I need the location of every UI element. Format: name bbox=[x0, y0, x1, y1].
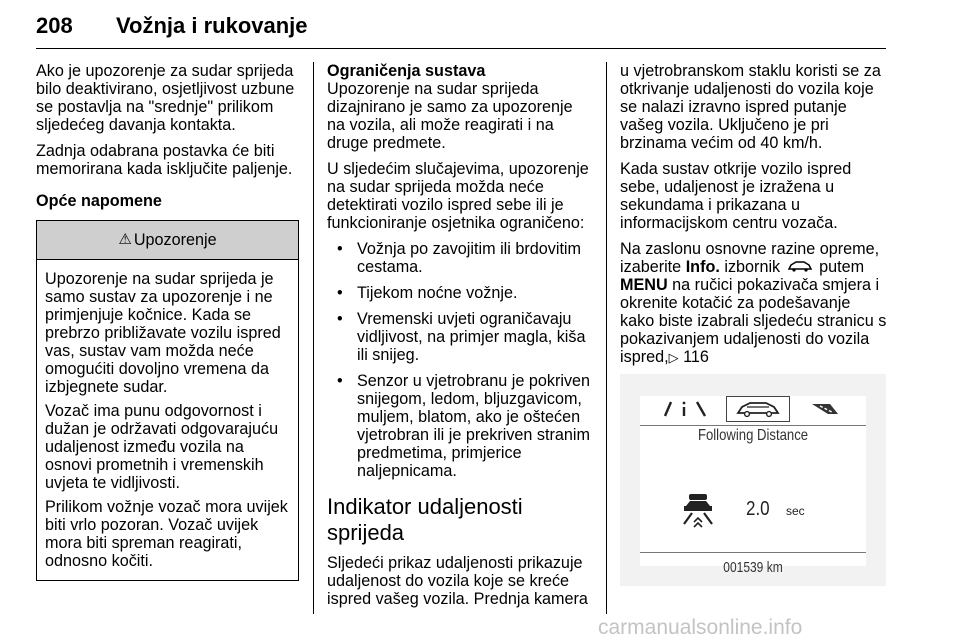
screen-divider bbox=[640, 425, 866, 426]
page-number: 208 bbox=[36, 13, 73, 38]
page-reference: 116 bbox=[678, 348, 709, 366]
lane-icon bbox=[646, 396, 726, 422]
following-distance-icon bbox=[678, 492, 718, 535]
car-icon bbox=[785, 258, 815, 276]
watermark: carmanualsonline.info bbox=[598, 616, 803, 639]
running-title: Vožnja i rukovanje bbox=[116, 13, 308, 38]
warning-header bbox=[37, 221, 298, 260]
car-tab-icon bbox=[726, 396, 790, 422]
column-2 bbox=[327, 62, 595, 616]
paragraph: Ako je upozorenje za sudar sprijeda bilo deaktivirano, osjetljivost uzbune se postavlja na "srednje" prilikom sljedećeg davanja kontakta. bbox=[36, 62, 295, 134]
reference-arrow-icon: ▷ bbox=[668, 350, 679, 365]
warning-box bbox=[36, 220, 299, 581]
list-item: • Tijekom noćne vožnje. bbox=[327, 284, 595, 302]
column-1 bbox=[36, 62, 299, 581]
text: putem bbox=[814, 258, 865, 276]
menu-button-label: MENU bbox=[620, 276, 668, 294]
paragraph: Upozorenje na sudar sprijeda dizajnirano je samo za upozorenje na vozila, ali može reagirati i na druge predmete. bbox=[327, 80, 573, 152]
warning-icon: ⚠ bbox=[118, 231, 132, 248]
road-icon bbox=[790, 396, 860, 422]
info-menu-label: Info. bbox=[685, 258, 720, 276]
list-item: • Vremenski uvjeti ograničavaju vidljivost, na primjer magla, kiša ili snijeg. bbox=[327, 310, 595, 364]
header-rule bbox=[36, 48, 886, 49]
bullet-list bbox=[327, 240, 595, 480]
warning-title: Upozorenje bbox=[133, 231, 217, 249]
text: Na zaslonu osnovne razine opreme, izaberite bbox=[620, 240, 880, 276]
section-heading: Opće napomene bbox=[36, 192, 162, 210]
subsection-heading: Ograničenja sustava bbox=[327, 62, 486, 80]
display-figure bbox=[620, 374, 886, 586]
paragraph: U sljedećim slučajevima, upozorenje na sudar sprijeda možda neće detektirati vozilo ispred sebe ili je funkcioniranje osjetnika ograničeno: bbox=[327, 160, 589, 232]
paragraph: Zadnja odabrana postavka će biti memorirana kada isključite paljenje. bbox=[36, 142, 293, 178]
section-title: Indikator udaljenosti sprijeda bbox=[327, 494, 523, 545]
warning-paragraph: Vozač ima punu odgovornost i dužan je održavati odgovarajuću udaljenost između vozila na osnovi prometnih i vremenskih uvjeta te vidljivosti. bbox=[45, 402, 279, 492]
column-divider bbox=[313, 62, 314, 614]
page-header bbox=[36, 6, 886, 46]
paragraph: u vjetrobranskom staklu koristi se za otkrivanje udaljenosti do vozila koje se nalazi izravno ispred putanje vašeg vozila. Uključeno je pri brzinama većim od 40 km/h. bbox=[620, 62, 881, 152]
warning-paragraph: Prilikom vožnje vozač mora uvijek biti vrlo pozoran. Vozač uvijek mora biti spreman reagirati, odnosno kočiti. bbox=[45, 498, 288, 570]
screen-divider bbox=[640, 552, 866, 553]
list-item: • Senzor u vjetrobranu je pokriven snijegom, ledom, bljuzgavicom, muljem, blatom, ako je oštećen vjetrobran ili je prekriven stranim predmetima, primjerice naljepnicama. bbox=[327, 372, 595, 480]
distance-value: 2.0 bbox=[746, 498, 770, 520]
text: na ručici pokazivača smjera i okrenite kotačić za podešavanje kako biste izabrali sljedeću stranicu s pokazivanjem udaljenosti do vozila ispred, bbox=[620, 276, 887, 366]
column-3 bbox=[620, 62, 888, 375]
display-screen bbox=[640, 396, 866, 576]
text: izbornik bbox=[719, 258, 785, 276]
paragraph: Sljedeći prikaz udaljenosti prikazuje udaljenost do vozila koje se kreće ispred vašeg vozila. Prednja kamera bbox=[327, 554, 588, 608]
distance-unit: sec bbox=[786, 504, 805, 518]
odometer-readout: 001539 km bbox=[723, 559, 783, 576]
column-divider bbox=[606, 62, 607, 614]
paragraph bbox=[620, 240, 888, 367]
display-title: Following Distance bbox=[697, 427, 809, 444]
warning-paragraph: Upozorenje na sudar sprijeda je samo sustav za upozorenje i ne primjenjuje kočnice. Kada se prebrzo približavate vozilu ispred vas, sustav vam možda neće omogućiti dovoljno vremena da izbjegnete sudar. bbox=[45, 270, 281, 396]
list-item: • Vožnja po zavojitim ili brdovitim cestama. bbox=[327, 240, 595, 276]
warning-body bbox=[37, 260, 298, 580]
paragraph: Kada sustav otkrije vozilo ispred sebe, udaljenost je izražena u sekundama i prikazana u informacijskom centru vozača. bbox=[620, 160, 852, 232]
